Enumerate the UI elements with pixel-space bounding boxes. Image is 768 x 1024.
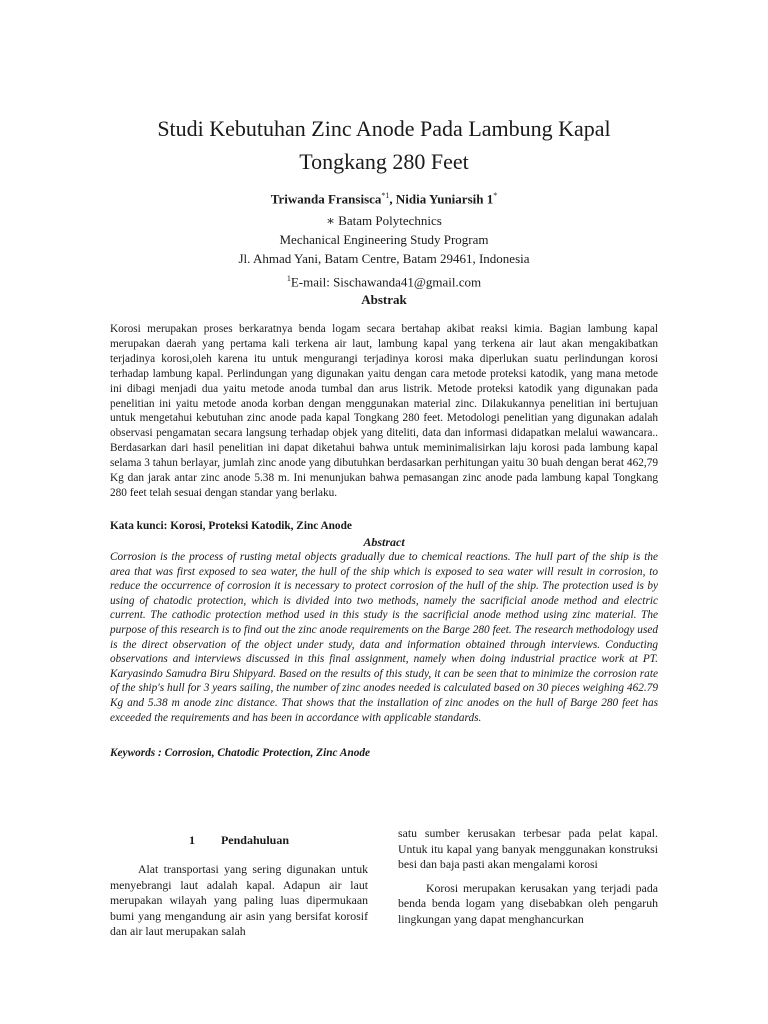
email-marker: 1 xyxy=(286,273,291,283)
author-separator: , xyxy=(389,191,396,207)
paper-title xyxy=(110,112,658,178)
kata-kunci: Kata kunci: Korosi, Proteksi Katodik, Zinc Anode xyxy=(110,520,352,532)
title-line-2: Tongkang 280 Feet xyxy=(299,149,469,174)
intro-paragraph-1-continued: satu sumber kerusakan terbesar pada pelat kapal. Untuk itu kapal yang banyak menggunakan konstruksi besi dan baja pasti akan mengalami korosi xyxy=(398,826,658,872)
affiliation-email-line xyxy=(0,269,768,292)
keywords: Keywords : Corrosion, Chatodic Protection, Zinc Anode xyxy=(110,747,371,759)
affiliation-address: Jl. Ahmad Yani, Batam Centre, Batam 29461, Indonesia xyxy=(238,251,530,267)
affiliation-block xyxy=(0,211,768,291)
title-line-1: Studi Kebutuhan Zinc Anode Pada Lambung Kapal xyxy=(157,116,611,141)
author-2: Nidia Yuniarsih 1 xyxy=(395,191,494,207)
intro-paragraph-1: Alat transportasi yang sering digunakan untuk menyebrangi laut adalah kapal. Adapun air laut merupakan wilayah yang paling luas dipermukaan bumi yang mengandung air asin yang bersifat korosif dan air laut merupakan salah xyxy=(110,862,368,939)
section-heading xyxy=(110,833,368,848)
affiliation-program: Mechanical Engineering Study Program xyxy=(279,232,489,248)
author-2-marker: * xyxy=(493,191,498,200)
abstract-heading: Abstract xyxy=(363,535,405,549)
author-1: Triwanda Fransisca xyxy=(270,191,382,207)
affiliation-email: E-mail: Sischawanda41@gmail.com xyxy=(290,273,482,289)
affiliation-institution: ∗ Batam Polytechnics xyxy=(326,213,442,228)
abstrak-heading: Abstrak xyxy=(361,292,407,307)
abstract-body: Corrosion is the process of rusting metal objects gradually due to chemical reactions. The hull part of the ship is the area that was first exposed to sea water, the hull of the ship which is exposed to sea water will result in corrosion, to reduce the occurrence of corrosion it is necessary to protect corrosion of the hull of the ship. The protection used is by using of chatodic protection, which is divided into two methods, namely the sacrificial anode method and electric current. The cathodic protection method used in this study is the sacrificial anode method using zinc material. The purpose of this research is to find out the zinc anode requirements on the Barge 280 feet. The research methodology used is the direct observation of the object under study, data and information obtained through interviews. Conducting observations and interviews discussed in this final assignment, namely when doing industrial practice work at PT. Karyasindo Samudra Biru Shipyard. Based on the results of this study, it can be seen that to minimize the corrosion rate of the ship's hull for 3 years sailing, the number of zinc anodes needed is calculated based on 30 pieces weighing 462.79 Kg and 5.38 m anode zinc distance. That shows that the installation of zinc anodes on the hull of Barge 280 feet has exceeded the requirements and has been in accordance with applicable standards. xyxy=(110,551,658,724)
author-list xyxy=(0,187,768,208)
left-column xyxy=(110,833,368,940)
author-1-marker: *1 xyxy=(381,191,390,200)
section-title: Pendahuluan xyxy=(220,833,290,847)
right-column xyxy=(398,826,658,928)
intro-paragraph-2: Korosi merupakan kerusakan yang terjadi pada benda benda logam yang disebabkan oleh pengaruh lingkungan yang dapat menghancurkan xyxy=(398,880,658,926)
section-number: 1 xyxy=(188,833,195,847)
abstrak-body: Korosi merupakan proses berkaratnya benda logam secara bertahap akibat reaksi kimia. Bagian lambung kapal merupakan daerah yang pertama kali terkena air laut, lambung kapal yang terkena air laut akan mengakibatkan terjadinya korosi,oleh karena itu untuk mengurangi terjadinya korosi maka diperlukan suatu perlindungan korosi terhadap lambung kapal. Perlindungan yang digunakan yaitu dengan cara metode proteksi katodik, yang mana metode ini dibagi menjadi dua yaitu metode anoda tumbal dan arus listrik. Metode proteksi katodik yang digunakan pada penelitian ini yaitu metode anoda korban dengan menggunakan material zinc. Dilakukannya penelitian ini bertujuan untuk mengetahui kebutuhan zinc anode pada kapal Tongkang 280 feet. Metodologi penelitian yang digunakan adalah observasi pengamatan secara langsung terhadap objek yang diteliti, data dan informasi didapatkan melalui wawancara.. Berdasarkan dari hasil penelitian ini dapat diketahui bahwa untuk meminimalisirkan laju korosi pada lambung kapal selama 3 tahun berlayar, jumlah zinc anode yang dibutuhkan berdasarkan perhitungan yaitu 30 buah dengan berat 462,79 Kg dan jarak antar zinc anode 5.38 m. Ini menunjukan bahwa pemasangan zinc anode pada lambung kapal Tongkang 280 feet telah sesuai dengan standar yang berlaku. xyxy=(110,323,658,499)
